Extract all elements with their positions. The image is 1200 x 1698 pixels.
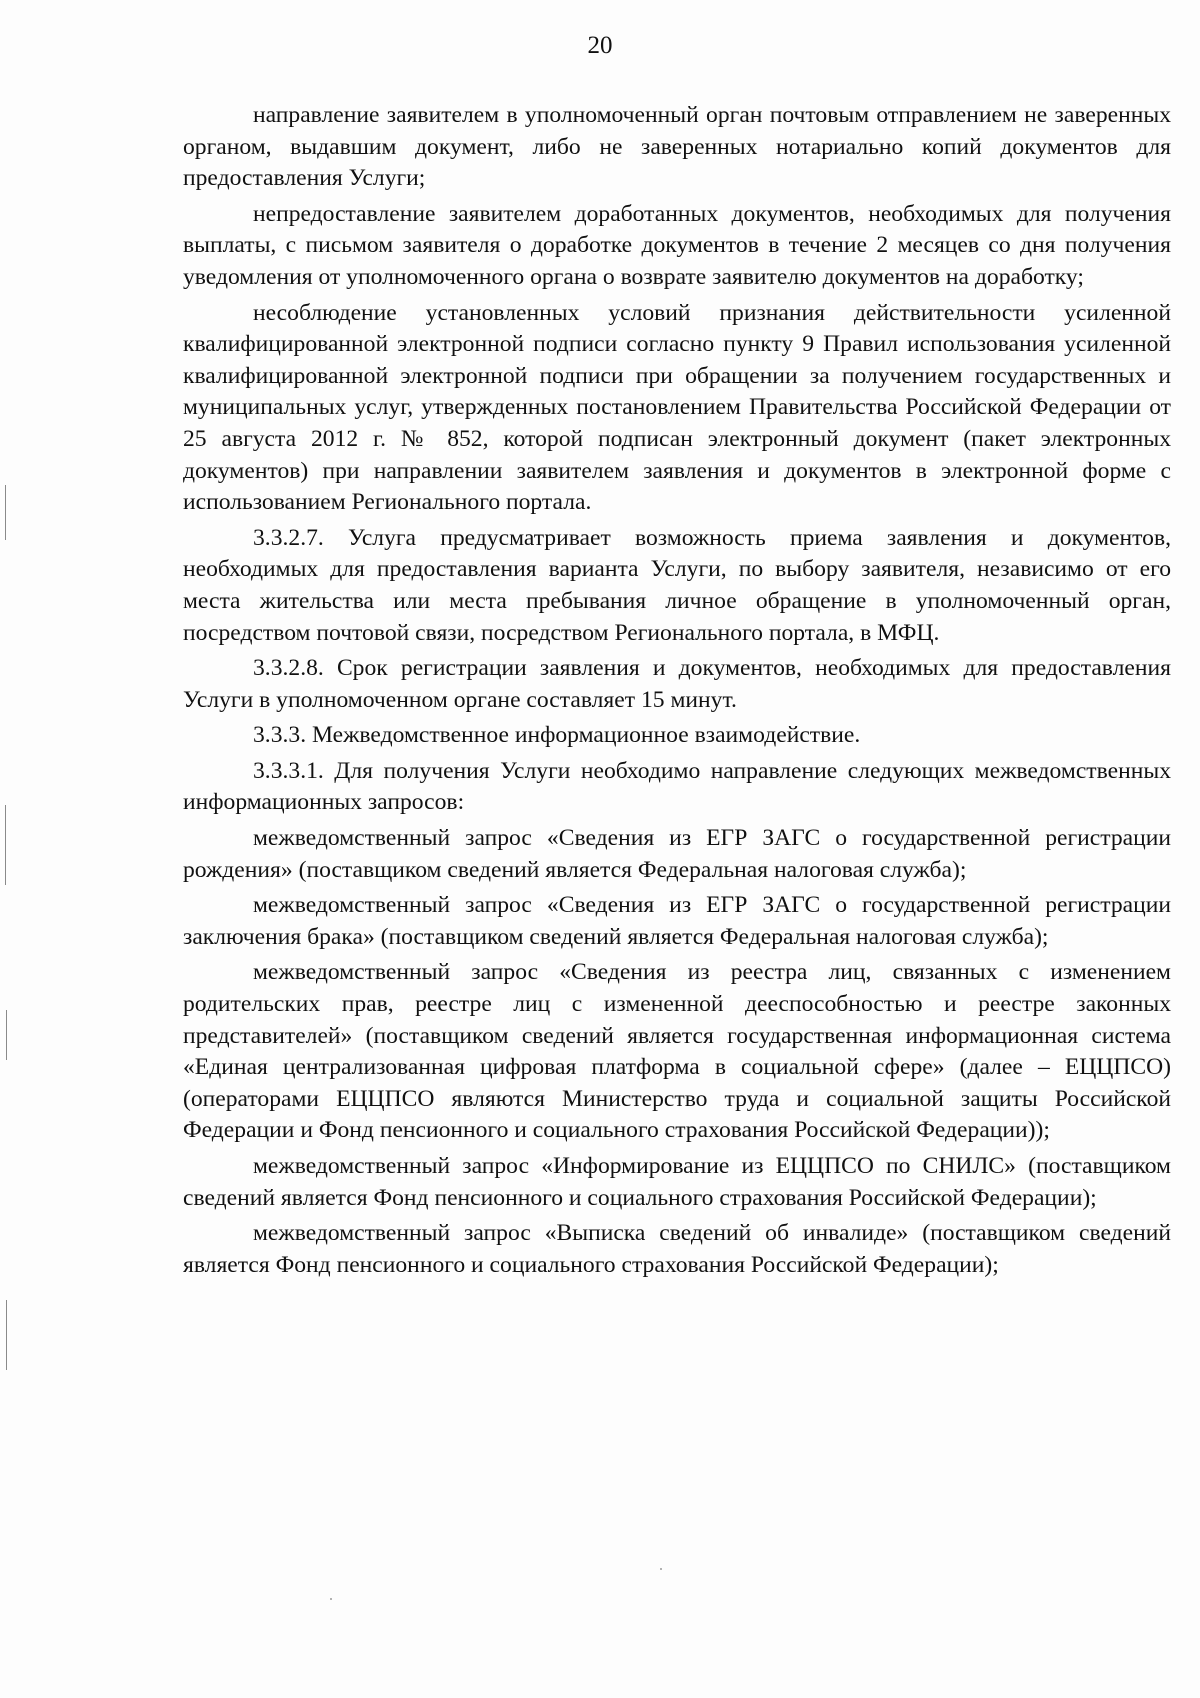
scan-artifact-dot [330, 1598, 332, 1600]
paragraph: межведомственный запрос «Информирование из ЕЦЦПСО по СНИЛС» (поставщиком сведений является Фонд пенсионного и социального страхования Российской Федерации); [183, 1153, 1171, 1211]
paragraph: межведомственный запрос «Сведения из ЕГР ЗАГС о государственной регистрации заключения брака» (поставщиком сведений является Федеральная налоговая служба); [183, 892, 1171, 950]
paragraph: 3.3.2.8. Срок регистрации заявления и документов, необходимых для предоставления Услуги в уполномоченном органе составляет 15 минут. [183, 655, 1171, 713]
page-number: 20 [587, 32, 613, 59]
scan-artifact-line [5, 805, 6, 885]
scan-artifact-line [6, 1010, 7, 1060]
paragraph: направление заявителем в уполномоченный орган почтовым отправлением не заверенных органом, выдавшим документ, либо не заверенных нотариально копий документов для предоставления Услуги; [183, 102, 1171, 192]
paragraph: межведомственный запрос «Сведения из ЕГР ЗАГС о государственной регистрации рождения» (поставщиком сведений является Федеральная налоговая служба); [183, 825, 1171, 883]
scan-artifact-line [5, 485, 6, 540]
paragraph: 3.3.3.1. Для получения Услуги необходимо направление следующих межведомственных информационных запросов: [183, 757, 1171, 816]
paragraph: 3.3.3. Межведомственное информационное взаимодействие. [253, 722, 861, 749]
scan-artifact-line [6, 1300, 7, 1370]
body-text [183, 100, 1171, 1285]
paragraph: несоблюдение установленных условий признания действительности усиленной квалифицированной электронной подписи согласно пункту 9 Правил использования усиленной квалифицированной электронной подписи при обращении за получением государственных и муниципальных услуг, утвержденных постановлением Правительства Российской Федерации от 25 августа 2012 г. № 852, которой подписан электронный документ (пакет электронных документов) при направлении заявителем заявления и документов в электронной форме с использованием Регионального портала. [183, 299, 1171, 516]
paragraph: 3.3.2.7. Услуга предусматривает возможность приема заявления и документов, необходимых для предоставления варианта Услуги, по выбору заявителя, независимо от его места жительства или места пребывания личное обращение в уполномоченный орган, посредством почтовой связи, посредством Регионального портала, в МФЦ. [183, 524, 1171, 646]
paragraph: межведомственный запрос «Сведения из реестра лиц, связанных с изменением родительских прав, реестре лиц с измененной дееспособностью и реестре законных представителей» (поставщиком сведений является государственная информационная система «Единая централизованная цифровая платформа в социальной сфере» (далее – ЕЦЦПСО) (операторами ЕЦЦПСО являются Министерство труда и социальной защиты Российской Федерации и Фонд пенсионного и социального страхования Российской Федерации)); [183, 959, 1171, 1144]
paragraph: межведомственный запрос «Выписка сведений об инвалиде» (поставщиком сведений является Фонд пенсионного и социального страхования Российской Федерации); [183, 1220, 1171, 1278]
scan-artifact-dot [660, 1568, 662, 1570]
paragraph: непредоставление заявителем доработанных документов, необходимых для получения выплаты, с письмом заявителя о доработке документов в течение 2 месяцев со дня получения уведомления от уполномоченного органа о возврате заявителю документов на доработку; [183, 200, 1171, 290]
